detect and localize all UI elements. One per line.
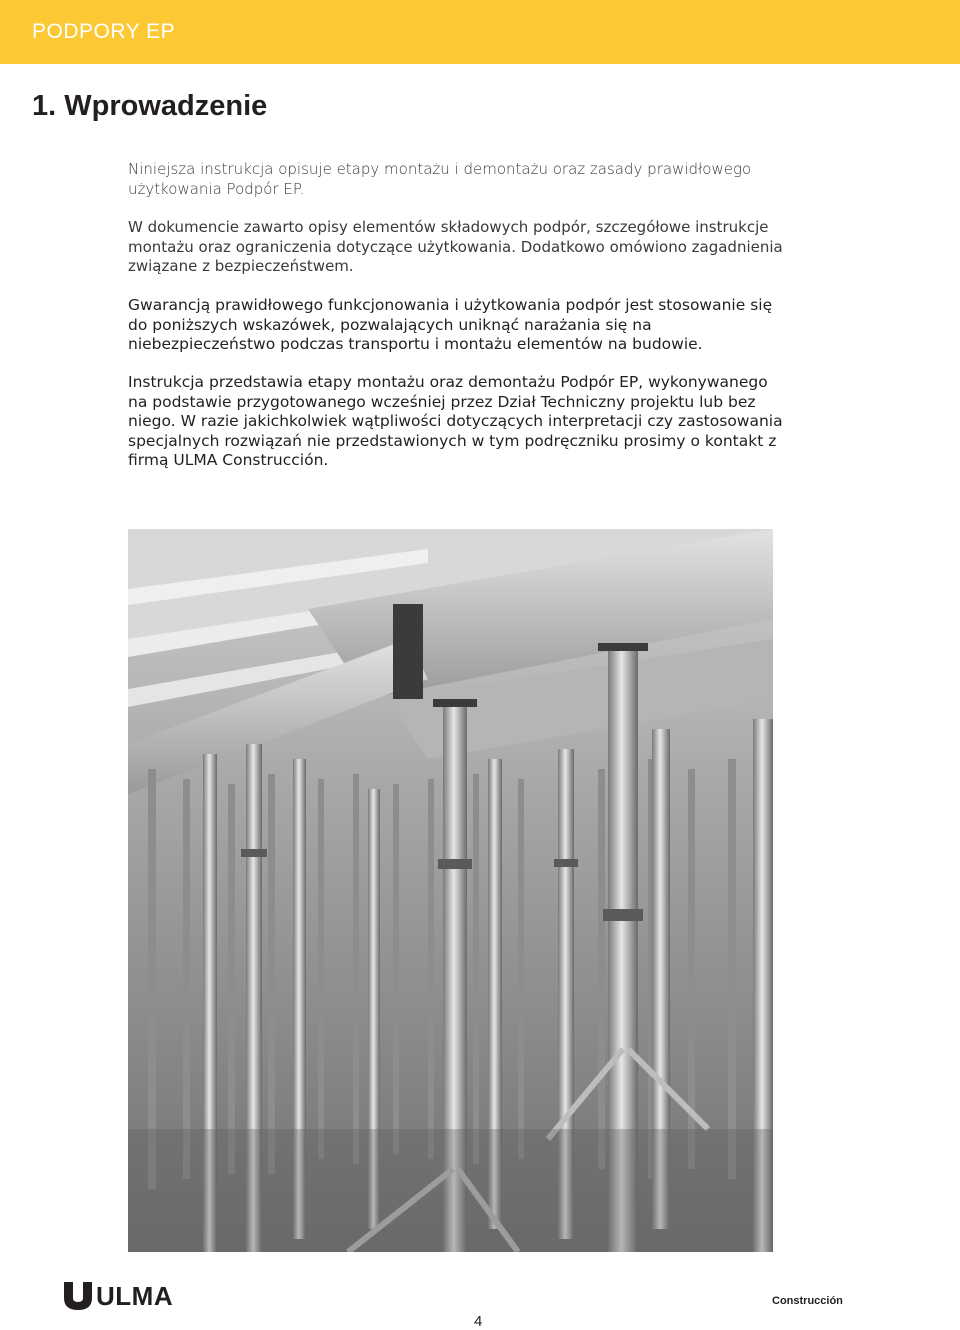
ulma-logo xyxy=(64,1282,174,1310)
logo-wordmark: ULMA xyxy=(96,1281,174,1311)
page-number: 4 xyxy=(474,1313,483,1330)
ulma-logo-icon xyxy=(64,1282,92,1310)
header-title: PODPORY EP xyxy=(32,20,176,43)
paragraph-intro: Niniejsza instrukcja opisuje etapy montażu i demontażu oraz zasady prawidłowego użytkowania Podpór EP. xyxy=(128,160,752,198)
paragraph-instructions: Instrukcja przedstawia etapy montażu oraz demontażu Podpór EP, wykonywanego na podstawie przygotowanego wcześniej przez Dział Techniczny projektu lub bez niego. W razie jakichkolwiek wątpliwości dotyczących interpretacji czy zastosowania specjalnych rozwiązań nie przedstawionych w tym podręczniku prosimy o kontakt z firmą ULMA Construcción. xyxy=(128,373,783,469)
paragraph-guarantee: Gwarancją prawidłowego funkcjonowania i użytkowania podpór jest stosowanie się do poniższych wskazówek, pozwalających uniknąć narażania się na niebezpieczeństwo podczas transportu i montażu elementów na budowie. xyxy=(128,296,773,353)
section-title: 1. Wprowadzenie xyxy=(32,90,268,122)
paragraph-contents: W dokumencie zawarto opisy elementów składowych podpór, szczegółowe instrukcje montażu oraz ograniczenia dotyczące użytkowania. Dodatkowo omówiono zagadnienia związane z bezpieczeństwem. xyxy=(128,218,783,275)
brand-suffix: Construcción xyxy=(772,1295,843,1307)
props-photo xyxy=(128,529,773,1252)
